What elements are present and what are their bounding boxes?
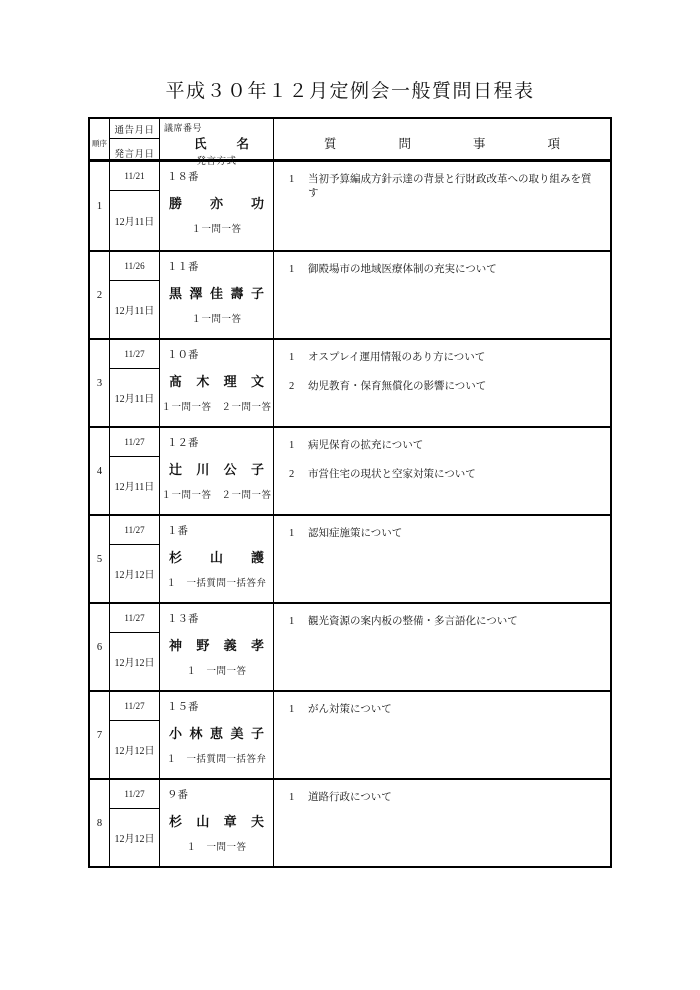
speech-method: １ 一括質問一括答弁 [166, 579, 267, 589]
question-text: 道路行政について [308, 792, 392, 803]
question-text: 当初予算編成方針示達の背景と行財政改革への取り組みを質す [308, 174, 592, 199]
question-number: 1 [289, 528, 295, 539]
date-cell [110, 780, 160, 866]
speech-date: 12月12日 [114, 746, 155, 757]
question-text: 市営住宅の現状と空家対策について [308, 469, 476, 480]
question-text: 御殿場市の地域医療体制の充実について [308, 264, 497, 275]
table-row [90, 426, 610, 514]
question-item [289, 173, 600, 201]
schedule-table [88, 117, 612, 868]
question-number: 2 [289, 381, 295, 392]
speech-method: １ 一括質問一括答弁 [166, 755, 267, 765]
seat-number: １５番 [167, 702, 199, 713]
notify-date: 11/27 [110, 780, 159, 809]
questions-cell [274, 604, 610, 690]
question-number: 1 [289, 704, 295, 715]
question-number: 2 [289, 469, 295, 480]
questions-cell [274, 516, 610, 602]
question-number: 1 [289, 792, 295, 803]
speech-date: 12月12日 [114, 658, 155, 669]
member-name: 髙 木 理 文 [169, 374, 264, 389]
date-cell [110, 252, 160, 338]
order-number: 4 [90, 428, 110, 514]
order-number: 6 [90, 604, 110, 690]
order-number: 2 [90, 252, 110, 338]
notify-date: 11/27 [110, 428, 159, 457]
question-text: がん対策について [308, 704, 392, 715]
question-number: 1 [289, 440, 295, 451]
header-date-column [110, 119, 160, 167]
notify-date: 11/27 [110, 692, 159, 721]
notify-date: 11/27 [110, 340, 159, 369]
speech-date: 12月12日 [114, 570, 155, 581]
date-cell [110, 340, 160, 426]
table-row [90, 338, 610, 426]
questions-cell [274, 162, 610, 250]
member-name: 神 野 義 孝 [169, 638, 264, 653]
question-item [289, 439, 600, 453]
notify-date: 11/26 [110, 252, 159, 281]
member-cell [160, 252, 274, 338]
speech-method: １ 一問一答 [186, 843, 247, 853]
question-text: 幼児教育・保育無償化の影響について [308, 381, 487, 392]
table-header [90, 119, 610, 167]
header-seat-label: 議席番号 [164, 123, 203, 133]
speech-method: １ 一問一答 [186, 667, 247, 677]
question-number: 1 [289, 174, 295, 185]
question-number: 1 [289, 352, 295, 363]
speech-date: 12月11日 [114, 482, 155, 493]
member-name: 杉 山 護 [169, 550, 264, 565]
date-cell [110, 162, 160, 250]
member-cell [160, 162, 274, 250]
question-item [289, 380, 600, 394]
question-item [289, 615, 600, 629]
questions-cell [274, 340, 610, 426]
questions-cell [274, 252, 610, 338]
question-text: 観光資源の案内板の整備・多言語化について [308, 616, 518, 627]
seat-number: １番 [167, 526, 188, 537]
member-cell [160, 428, 274, 514]
seat-number: １８番 [167, 172, 199, 183]
seat-number: ９番 [167, 790, 188, 801]
question-text: 病児保育の拡充について [308, 440, 424, 451]
seat-number: １３番 [167, 614, 199, 625]
table-row [90, 514, 610, 602]
question-item [289, 263, 600, 277]
member-cell [160, 516, 274, 602]
question-item [289, 703, 600, 717]
order-number: 1 [90, 162, 110, 250]
table-row [90, 602, 610, 690]
question-number: 1 [289, 616, 295, 627]
question-number: 1 [289, 264, 295, 275]
header-questions-column [274, 119, 610, 167]
speech-method: １一問一答 ２一問一答 [161, 491, 272, 501]
speech-date: 12月11日 [114, 217, 155, 228]
order-number: 8 [90, 780, 110, 866]
table-row [90, 778, 610, 866]
header-order-label: 順序 [90, 119, 110, 167]
question-item [289, 791, 600, 805]
speech-date: 12月11日 [114, 394, 155, 405]
question-item [289, 527, 600, 541]
member-name: 辻 川 公 子 [169, 462, 264, 477]
member-name: 小 林 恵 美 子 [169, 726, 264, 741]
question-text: 認知症施策について [308, 528, 403, 539]
notify-date: 11/27 [110, 604, 159, 633]
member-cell [160, 604, 274, 690]
order-number: 5 [90, 516, 110, 602]
order-number: 3 [90, 340, 110, 426]
speech-date: 12月12日 [114, 834, 155, 845]
date-cell [110, 692, 160, 778]
table-row [90, 690, 610, 778]
table-row [90, 162, 610, 250]
speech-date: 12月11日 [114, 306, 155, 317]
member-cell [160, 340, 274, 426]
member-cell [160, 692, 274, 778]
notify-date: 11/27 [110, 516, 159, 545]
question-item [289, 468, 600, 482]
date-cell [110, 428, 160, 514]
speech-method: １一問一答 [191, 315, 242, 325]
speech-method: １一問一答 [191, 225, 242, 235]
date-cell [110, 516, 160, 602]
question-text: オスプレイ運用情報のあり方について [308, 352, 486, 363]
member-cell [160, 780, 274, 866]
header-notify-date-label: 通告月日 [110, 119, 159, 139]
seat-number: １２番 [167, 438, 199, 449]
questions-cell [274, 428, 610, 514]
seat-number: １０番 [167, 350, 199, 361]
header-method-label: 発言方式 [196, 157, 237, 167]
member-name: 勝 亦 功 [169, 196, 264, 211]
header-name-column [160, 119, 274, 167]
notify-date: 11/21 [110, 162, 159, 191]
date-cell [110, 604, 160, 690]
question-item [289, 351, 600, 365]
header-questions-label: 質 問 事 項 [324, 137, 560, 151]
seat-number: １１番 [167, 262, 199, 273]
table-row [90, 250, 610, 338]
member-name: 杉 山 章 夫 [169, 814, 264, 829]
header-speech-date-label: 発言月日 [114, 150, 155, 160]
speech-method: １一問一答 ２一問一答 [161, 403, 272, 413]
member-name: 黒 澤 佳 壽 子 [169, 286, 264, 301]
page-title: 平成３０年１２月定例会一般質問日程表 [165, 81, 535, 102]
questions-cell [274, 780, 610, 866]
header-name-label: 氏 名 [194, 137, 249, 151]
questions-cell [274, 692, 610, 778]
order-number: 7 [90, 692, 110, 778]
